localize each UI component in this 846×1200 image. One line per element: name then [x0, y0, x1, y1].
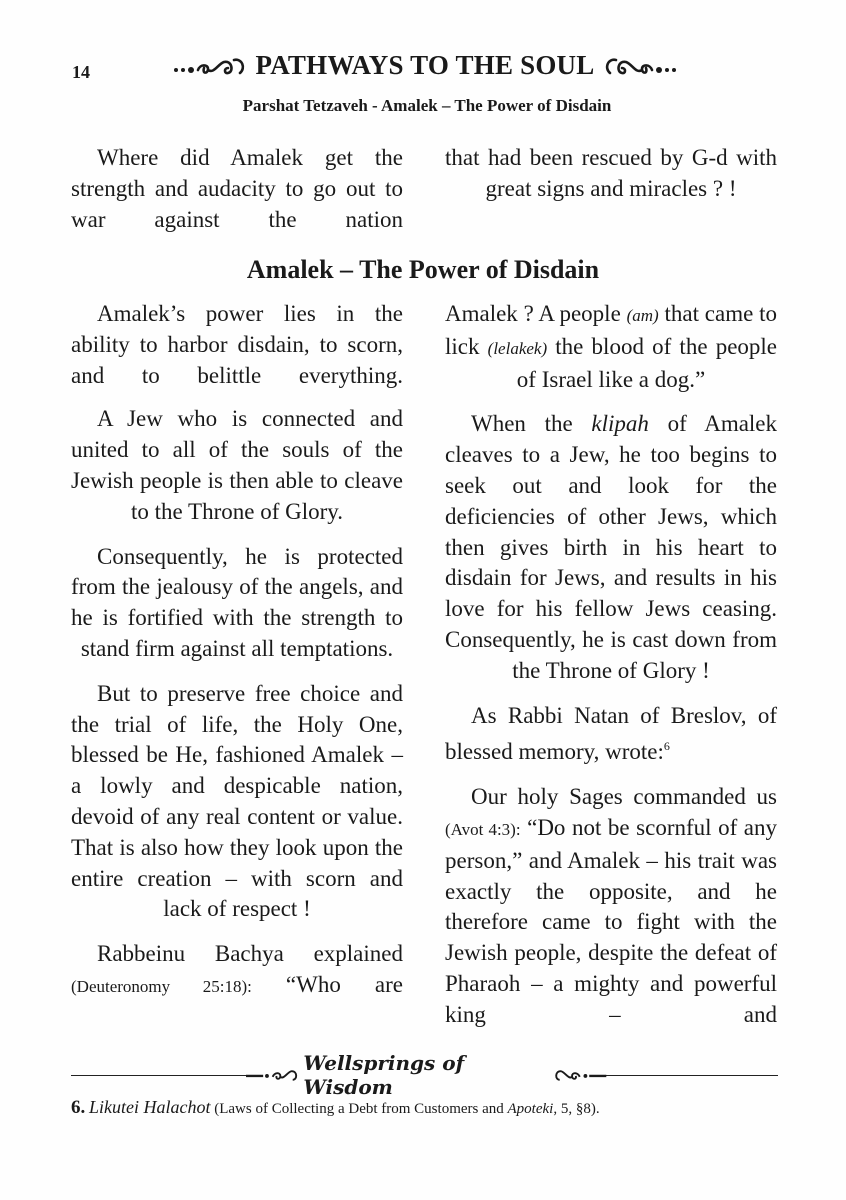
- footnote-number: 6.: [71, 1097, 86, 1118]
- transliteration: (am): [626, 306, 659, 325]
- running-head: [130, 50, 720, 81]
- text: Our holy Sages commanded us: [471, 784, 777, 810]
- intro-left-column: [71, 143, 403, 248]
- left-column: [71, 299, 403, 1016]
- scripture-reference: (Deuteronomy 25:18):: [71, 976, 252, 996]
- text: of Amalek cleaves to a Jew, he too begins to seek out and look for the deficiencies of other Jews, which then gives birth in his heart to disdain for Jews, and results in his love for his fellow Jews ceasing. Consequently, he is cast down from the Throne of Glory !: [445, 411, 778, 683]
- intro-paragraph-left: Where did Amalek get the strength and audacity to go out to war against the nation: [71, 145, 403, 232]
- transliteration: (lelakek): [487, 338, 548, 358]
- paragraph: [445, 782, 777, 1030]
- paragraph: Consequently, he is protected from the jealousy of the angels, and he is fortified with the strength to stand firm against all temptations.: [71, 543, 403, 661]
- chapter-subtitle: Parshat Tetzaveh - Amalek – The Power of Disdain: [242, 96, 612, 115]
- paragraph: [71, 939, 403, 1003]
- term-klipah: klipah: [591, 411, 649, 437]
- paragraph: [445, 701, 777, 769]
- text: Amalek ? A people: [445, 301, 621, 326]
- text: that came to lick: [445, 301, 777, 359]
- left-flourish-ornament-icon: [172, 54, 250, 78]
- section-heading: Amalek – The Power of Disdain: [246, 255, 600, 284]
- intro-right-column: [445, 143, 777, 218]
- text: “Who are: [285, 971, 403, 997]
- right-flourish-ornament-icon: [553, 1067, 606, 1083]
- page-number: 14: [72, 62, 90, 82]
- paragraph: But to preserve free choice and the trial of life, the Holy One, blessed be He, fashioned Amalek – a lowly and despicable nation, devoid of any real content or value. That is also how they look upon the entire creation – with scorn and lack of respect !: [71, 680, 403, 922]
- paragraph: [445, 409, 777, 686]
- footnote-reference[interactable]: 6: [663, 739, 670, 754]
- right-column: [445, 299, 777, 1044]
- footer-banner-text: Wellsprings of Wisdom: [303, 1051, 465, 1099]
- footer-banner: [246, 1051, 606, 1099]
- intro-paragraph-right: that had been rescued by G-d with great signs and miracles ? !: [445, 145, 777, 201]
- footnote: [71, 1097, 791, 1119]
- text: Rabbeinu Bachya explained: [97, 941, 403, 967]
- scripture-reference: (Avot 4:3):: [445, 819, 521, 839]
- text: the blood of the people of Israel like a dog.”: [516, 333, 778, 392]
- paragraph: A Jew who is connected and united to all of the souls of the Jewish people is then able to cleave to the Throne of Glory.: [71, 406, 403, 524]
- right-flourish-ornament-icon: [600, 54, 678, 78]
- footnote-text: , 5, §8).: [553, 1101, 600, 1117]
- paragraph: [445, 299, 777, 395]
- footnote-source-title: Likutei Halachot: [89, 1097, 211, 1117]
- text: “Do not be scornful of any person,” and Amalek – his trait was exactly the opposite, and he therefore came to fight with the Jewish people, despite the defeat of Pharaoh – a mighty and powerful king – and: [445, 814, 777, 1027]
- left-flourish-ornament-icon: [246, 1067, 299, 1083]
- footnote-term: Apoteki: [507, 1101, 554, 1117]
- paragraph: Amalek’s power lies in the ability to harbor disdain, to scorn, and to belittle everything.: [71, 301, 403, 388]
- text: When the: [471, 411, 573, 437]
- footnote-text: (Laws of Collecting a Debt from Customers and: [214, 1101, 504, 1117]
- text: As Rabbi Natan of Breslov, of blessed memory, wrote:: [445, 702, 777, 765]
- book-title: PATHWAYS TO THE SOUL: [255, 50, 595, 80]
